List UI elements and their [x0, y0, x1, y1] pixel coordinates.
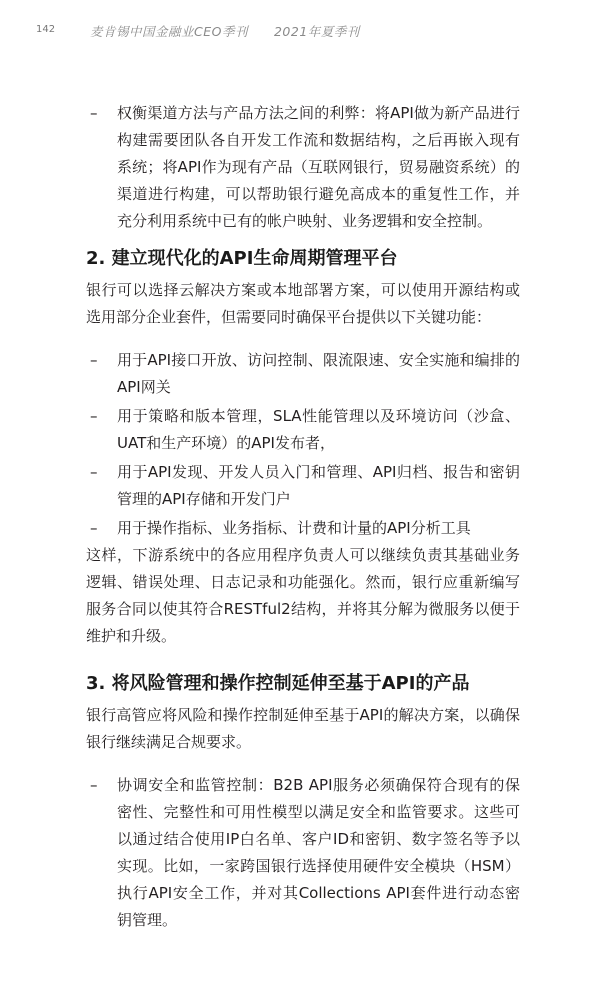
page-body — [86, 100, 520, 934]
section-heading: 3. 将风险管理和操作控制延伸至基于API的产品 — [86, 673, 470, 694]
page-header — [36, 22, 580, 42]
list-item — [90, 403, 520, 457]
section-heading: 2. 建立现代化的API生命周期管理平台 — [86, 248, 398, 269]
dash-bullet-icon: – — [90, 104, 98, 122]
paragraph: 这样，下游系统中的各应用程序负责人可以继续负责其基础业务逻辑、错误处理、日志记录和功能强化。然而，银行应重新编写服务合同以使其符合RESTful2结构，并将其分解为微服务以便于维护和升级。 — [86, 546, 520, 645]
list-item-text: 协调安全和监管控制：B2B API服务必须确保符合现有的保密性、完整性和可用性模型以满足安全和监管要求。这些可以通过结合使用IP白名单、客户ID和密钥、数字签名等予以实现。比如，一家跨国银行选择使用硬件安全模块（HSM）执行API安全工作，并对其Collections API套件进行动态密钥管理。 — [117, 776, 520, 929]
list-item-text: 用于API接口开放、访问控制、限流限速、安全实施和编排的API网关 — [117, 351, 520, 396]
page-number: 142 — [36, 24, 56, 35]
running-title: 麦肯锡中国金融业CEO季刊 2021年夏季刊 — [90, 24, 360, 39]
list-item-text: 权衡渠道方法与产品方法之间的利弊：将API做为新产品进行构建需要团队各自开发工作流和数据结构，之后再嵌入现有系统；将API作为现有产品（互联网银行，贸易融资系统）的渠道进行构建，可以帮助银行避免高成本的重复性工作，并充分利用系统中已有的帐户映射、业务逻辑和安全控制。 — [117, 104, 520, 230]
dash-bullet-icon: – — [90, 463, 98, 481]
list-item-text: 用于策略和版本管理，SLA性能管理以及环境访问（沙盒、UAT和生产环境）的API发布者， — [117, 407, 520, 452]
list-item-text: 用于API发现、开发人员入门和管理、API归档、报告和密钥管理的API存储和开发门户 — [117, 463, 520, 508]
list-item — [90, 100, 520, 235]
paragraph: 银行可以选择云解决方案或本地部署方案，可以使用开源结构或选用部分企业套件，但需要同时确保平台提供以下关键功能： — [86, 281, 520, 326]
list-item — [90, 347, 520, 401]
dash-bullet-icon: – — [90, 519, 98, 537]
list-item-text: 用于操作指标、业务指标、计费和计量的API分析工具 — [117, 519, 471, 537]
list-item — [90, 772, 520, 934]
dash-bullet-icon: – — [90, 351, 98, 369]
dash-bullet-icon: – — [90, 776, 98, 794]
list-item — [90, 515, 520, 542]
dash-bullet-icon: – — [90, 407, 98, 425]
paragraph: 银行高管应将风险和操作控制延伸至基于API的解决方案，以确保银行继续满足合规要求。 — [86, 706, 520, 751]
list-item — [90, 459, 520, 513]
